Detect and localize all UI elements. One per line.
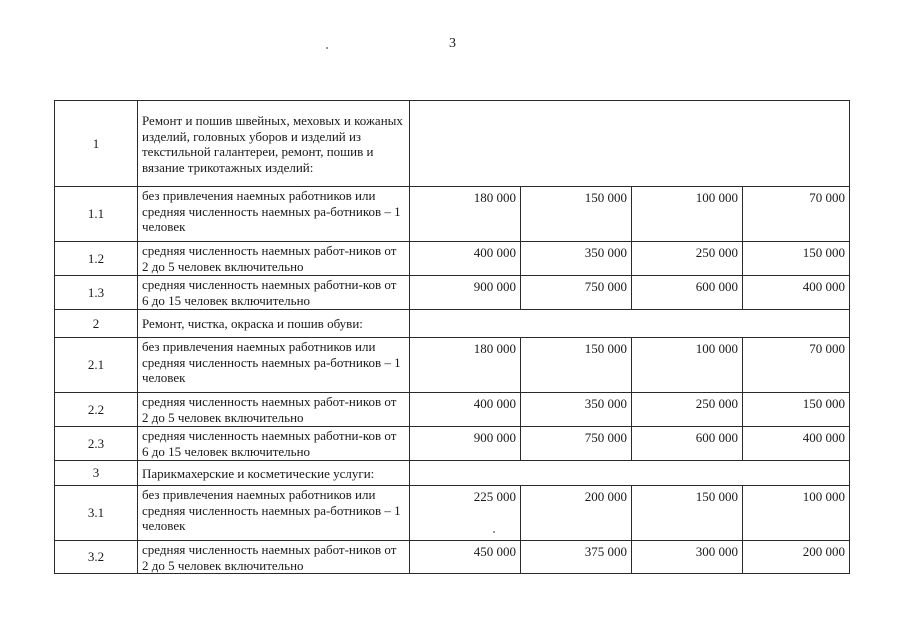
row-number: 3 bbox=[55, 461, 138, 486]
empty-value-span bbox=[410, 310, 850, 338]
value-cell-1: 225 000 bbox=[410, 486, 521, 541]
table-row bbox=[55, 242, 850, 276]
table-row bbox=[55, 276, 850, 310]
value-cell-1: 180 000 bbox=[410, 338, 521, 393]
value-cell-4: 150 000 bbox=[743, 393, 850, 427]
value-cell-2: 375 000 bbox=[521, 541, 632, 574]
row-number: 2.2 bbox=[55, 393, 138, 427]
value-cell-2: 750 000 bbox=[521, 276, 632, 310]
value-cell-4: 150 000 bbox=[743, 242, 850, 276]
section-title: Ремонт и пошив швейных, меховых и кожаных изделий, головных уборов и изделий из текстильной галантереи, ремонт, пошив и вязание трикотажных изделий: bbox=[138, 101, 410, 187]
row-description: средняя численность наемных работ-ников от 2 до 5 человек включительно bbox=[138, 242, 410, 276]
row-number: 2.1 bbox=[55, 338, 138, 393]
tax-rate-table bbox=[54, 100, 850, 574]
table-row bbox=[55, 486, 850, 541]
value-cell-2: 350 000 bbox=[521, 242, 632, 276]
table-row bbox=[55, 187, 850, 242]
value-cell-4: 400 000 bbox=[743, 427, 850, 461]
value-cell-1: 900 000 bbox=[410, 276, 521, 310]
row-number: 1.2 bbox=[55, 242, 138, 276]
value-cell-1: 400 000 bbox=[410, 393, 521, 427]
value-cell-3: 150 000 bbox=[632, 486, 743, 541]
value-cell-2: 150 000 bbox=[521, 338, 632, 393]
section-title: Ремонт, чистка, окраска и пошив обуви: bbox=[138, 310, 410, 338]
value-cell-3: 300 000 bbox=[632, 541, 743, 574]
value-cell-4: 100 000 bbox=[743, 486, 850, 541]
table-row bbox=[55, 310, 850, 338]
scan-speck bbox=[326, 47, 328, 49]
row-description: средняя численность наемных работ-ников от 2 до 5 человек включительно bbox=[138, 393, 410, 427]
row-description: средняя численность наемных работни-ков от 6 до 15 человек включительно bbox=[138, 427, 410, 461]
row-number: 1 bbox=[55, 101, 138, 187]
table-body bbox=[55, 101, 850, 574]
row-description: средняя численность наемных работ-ников от 2 до 5 человек включительно bbox=[138, 541, 410, 574]
row-description: без привлечения наемных работников или средняя численность наемных ра-ботников – 1 человек bbox=[138, 486, 410, 541]
table-row bbox=[55, 338, 850, 393]
value-cell-4: 400 000 bbox=[743, 276, 850, 310]
row-number: 1.1 bbox=[55, 187, 138, 242]
row-number: 3.1 bbox=[55, 486, 138, 541]
page-number: 3 bbox=[449, 36, 456, 51]
value-cell-4: 200 000 bbox=[743, 541, 850, 574]
table-row bbox=[55, 427, 850, 461]
value-cell-3: 100 000 bbox=[632, 187, 743, 242]
row-description: без привлечения наемных работников или средняя численность наемных ра-ботников – 1 человек bbox=[138, 338, 410, 393]
row-number: 2.3 bbox=[55, 427, 138, 461]
value-cell-2: 750 000 bbox=[521, 427, 632, 461]
section-title: Парикмахерские и косметические услуги: bbox=[138, 461, 410, 486]
value-cell-1: 400 000 bbox=[410, 242, 521, 276]
table-row bbox=[55, 393, 850, 427]
value-cell-3: 250 000 bbox=[632, 242, 743, 276]
value-cell-3: 250 000 bbox=[632, 393, 743, 427]
value-cell-1: 900 000 bbox=[410, 427, 521, 461]
value-cell-2: 350 000 bbox=[521, 393, 632, 427]
value-cell-3: 600 000 bbox=[632, 427, 743, 461]
value-cell-1: 180 000 bbox=[410, 187, 521, 242]
value-cell-3: 100 000 bbox=[632, 338, 743, 393]
row-number: 1.3 bbox=[55, 276, 138, 310]
empty-value-span bbox=[410, 101, 850, 187]
row-number: 2 bbox=[55, 310, 138, 338]
value-cell-2: 150 000 bbox=[521, 187, 632, 242]
table-row bbox=[55, 541, 850, 574]
value-cell-4: 70 000 bbox=[743, 187, 850, 242]
empty-value-span bbox=[410, 461, 850, 486]
table-row bbox=[55, 461, 850, 486]
table-row bbox=[55, 101, 850, 187]
row-description: без привлечения наемных работников или средняя численность наемных ра-ботников – 1 человек bbox=[138, 187, 410, 242]
value-cell-4: 70 000 bbox=[743, 338, 850, 393]
value-cell-1: 450 000 bbox=[410, 541, 521, 574]
value-cell-3: 600 000 bbox=[632, 276, 743, 310]
value-cell-2: 200 000 bbox=[521, 486, 632, 541]
row-description: средняя численность наемных работни-ков от 6 до 15 человек включительно bbox=[138, 276, 410, 310]
row-number: 3.2 bbox=[55, 541, 138, 574]
